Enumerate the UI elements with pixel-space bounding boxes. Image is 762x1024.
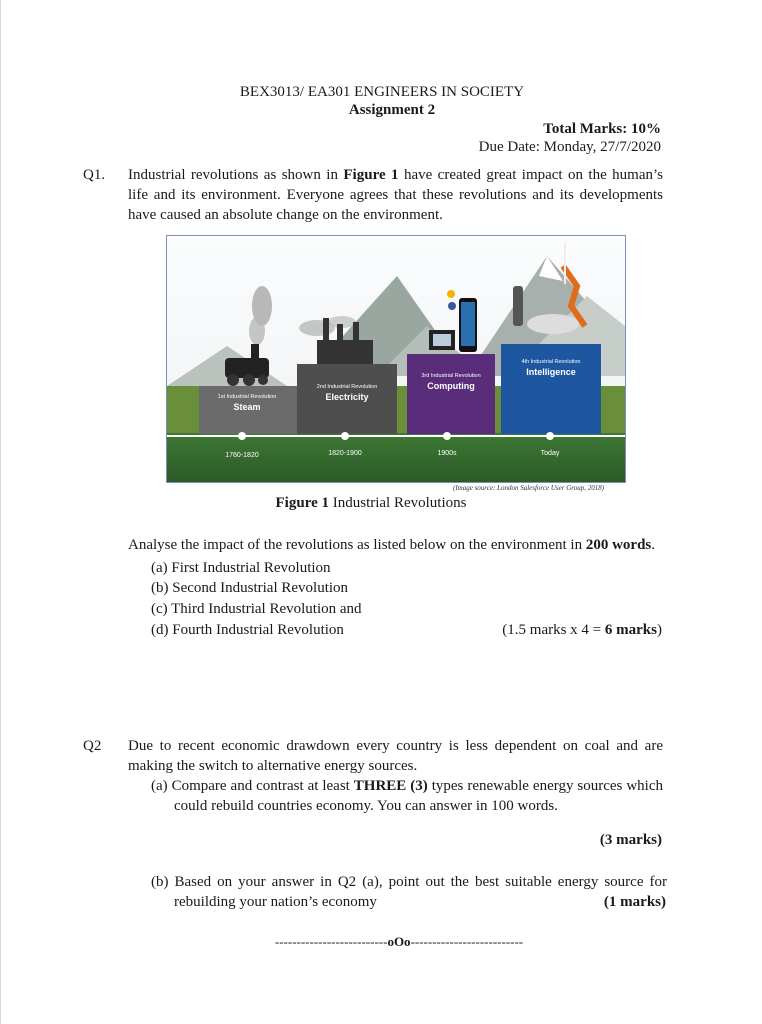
q1-task [128, 535, 655, 555]
era-electricity-small: 2nd Industrial Revolution [316, 384, 378, 390]
q2-b-text: (b) Based on your answer in Q2 (a), point out the best suitable energy source for rebuilding your nation’s economy [151, 874, 667, 910]
q1-item-d: (d) Fourth Industrial Revolution [151, 622, 344, 638]
step-computing [407, 354, 495, 434]
smart-speaker-icon [513, 286, 523, 326]
q2-a-text-end: types renewable energy sources which could rebuild countries economy. You can answer in 100 words. [174, 778, 663, 814]
q1-intro [128, 165, 663, 225]
q2-intro: Due to recent economic drawdown every country is less dependent on coal and are making the switch to alternative energy sources. [128, 738, 663, 774]
end-dashes-right: -------------------------- [410, 934, 524, 949]
q1-marks-total: 6 marks [604, 622, 657, 638]
timeline-marker [341, 432, 349, 440]
step-intelligence [501, 344, 601, 434]
end-dashes-left: -------------------------- [274, 934, 388, 949]
q2-part-a [151, 776, 663, 816]
factory-icon [317, 340, 373, 364]
q1-item-a: (a) First Industrial Revolution [151, 560, 331, 576]
q1-task-end: . [651, 537, 655, 553]
era-steam-label: Steam [233, 402, 261, 412]
year-label-2: 1820-1900 [328, 450, 362, 457]
electric-car-icon [527, 314, 579, 334]
end-mark: oOo [387, 934, 411, 949]
q2-part-b [151, 872, 667, 912]
assignment-title: Assignment 2 [348, 102, 436, 118]
figure-illustration [167, 236, 625, 482]
timeline-marker [443, 432, 451, 440]
q2-a-text: (a) Compare and contrast at least [151, 778, 354, 794]
figure-source: (Image source: London Salesforce User Group, 2018) [453, 484, 605, 492]
q1-number: Q1. [83, 167, 106, 183]
era-electricity-label: Electricity [325, 392, 369, 402]
q1-marks [502, 620, 662, 640]
q2-number: Q2 [83, 738, 102, 754]
year-label-1: 1760-1820 [225, 452, 259, 459]
total-marks: Total Marks: 10% [543, 121, 661, 137]
q1-task-wordcount: 200 words [585, 537, 652, 553]
q1-item-b: (b) Second Industrial Revolution [151, 580, 349, 596]
q2-a-marks: (3 marks) [599, 832, 662, 848]
figure-caption [1, 493, 741, 513]
q1-intro-text: Industrial revolutions as shown in [128, 167, 344, 183]
era-steam-small: 1st Industrial Revolution [217, 394, 277, 400]
year-label-4: Today [540, 450, 560, 457]
q1-marks-end: ) [657, 622, 662, 638]
year-label-3: 1900s [437, 450, 457, 457]
q1-item-c: (c) Third Industrial Revolution and [151, 601, 362, 617]
q1-marks-text: (1.5 marks x 4 = [502, 622, 605, 638]
course-title: BEX3013/ EA301 ENGINEERS IN SOCIETY [239, 84, 525, 100]
era-intelligence-label: Intelligence [526, 367, 576, 377]
q2-b-marks: (1 marks) [603, 894, 666, 910]
era-intelligence-small: 4th Industrial Revolution [521, 359, 581, 365]
timeline-marker [546, 432, 554, 440]
q2-a-count: THREE (3) [353, 778, 428, 794]
timeline-marker [238, 432, 246, 440]
q1-intro-figure-ref: Figure 1 [343, 167, 399, 183]
end-marker [1, 932, 762, 952]
due-date: Due Date: Monday, 27/7/2020 [478, 139, 661, 155]
q1-task-text: Analyse the impact of the revolutions as listed below on the environment in [128, 537, 586, 553]
era-computing-label: Computing [427, 381, 475, 391]
industrial-revolutions-figure [166, 235, 626, 483]
figure-caption-label: Figure 1 [275, 495, 329, 511]
era-computing-small: 3rd Industrial Revolution [421, 373, 481, 379]
figure-caption-text: Industrial Revolutions [328, 495, 467, 511]
q1-intro-text-end: have created great impact on the human’s life and its environment. Everyone agrees that these revolutions and its developments have caused an absolute change on the environment. [128, 167, 663, 223]
